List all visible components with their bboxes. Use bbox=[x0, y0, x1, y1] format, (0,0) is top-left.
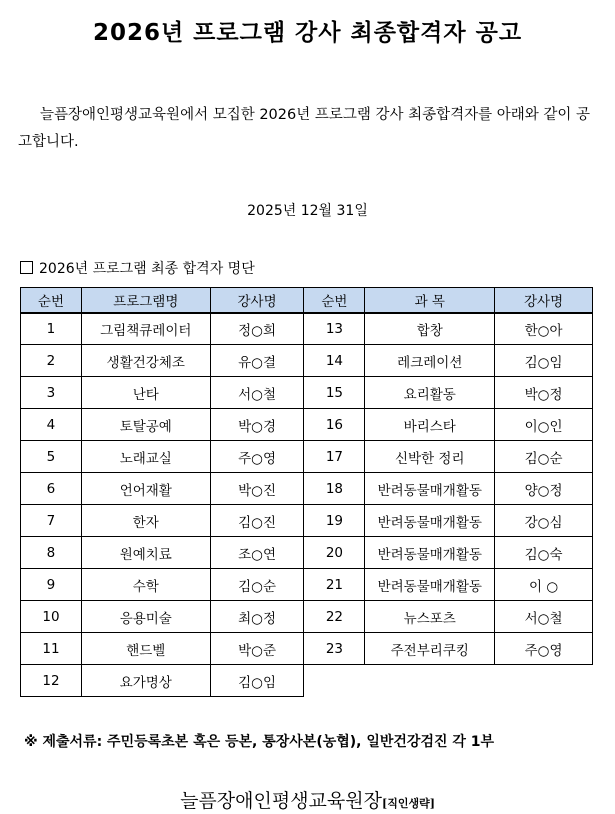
cell-instructor: 한○아 bbox=[495, 313, 593, 345]
cell-no: 18 bbox=[304, 473, 365, 505]
cell-no: 11 bbox=[21, 633, 82, 665]
cell-program: 합창 bbox=[365, 313, 495, 345]
page-title: 2026년 프로그램 강사 최종합격자 공고 bbox=[92, 20, 523, 46]
cell-no: 7 bbox=[21, 505, 82, 537]
cell-program: 반려동물매개활동 bbox=[365, 569, 495, 601]
table-row bbox=[21, 313, 593, 345]
table-row bbox=[21, 569, 593, 601]
cell-program: 바리스타 bbox=[365, 409, 495, 441]
table-row bbox=[21, 665, 593, 697]
table-row bbox=[21, 505, 593, 537]
cell-instructor: 박○준 bbox=[210, 633, 304, 665]
cell-instructor: 김○숙 bbox=[495, 537, 593, 569]
cell-instructor: 김○임 bbox=[210, 665, 304, 697]
cell-no: 14 bbox=[304, 345, 365, 377]
header-instructor-2: 강사명 bbox=[495, 288, 593, 313]
header-instructor-1: 강사명 bbox=[210, 288, 304, 313]
table-row bbox=[21, 409, 593, 441]
cell-program: 요리활동 bbox=[365, 377, 495, 409]
cell-program: 반려동물매개활동 bbox=[365, 505, 495, 537]
cell-no: 4 bbox=[21, 409, 82, 441]
table-row bbox=[21, 441, 593, 473]
cell-instructor: 유○결 bbox=[210, 345, 304, 377]
cell-no: 13 bbox=[304, 313, 365, 345]
header-program: 프로그램명 bbox=[81, 288, 210, 313]
cell-instructor: 김○순 bbox=[210, 569, 304, 601]
cell-program: 언어재활 bbox=[81, 473, 210, 505]
cell-program: 주전부리쿠킹 bbox=[365, 633, 495, 665]
cell-instructor: 서○철 bbox=[495, 601, 593, 633]
table-row bbox=[21, 377, 593, 409]
table-row bbox=[21, 473, 593, 505]
cell-program: 한자 bbox=[81, 505, 210, 537]
cell-program: 반려동물매개활동 bbox=[365, 537, 495, 569]
header-no-2: 순번 bbox=[304, 288, 365, 313]
cell-no: 19 bbox=[304, 505, 365, 537]
intro-text: 늘픔장애인평생교육원에서 모집한 2026년 프로그램 강사 최종합격자를 아래와 같이 공고합니다. bbox=[18, 107, 591, 150]
cell-program: 난타 bbox=[81, 377, 210, 409]
cell-no: 6 bbox=[21, 473, 82, 505]
seal-note: [직인생략] bbox=[381, 797, 435, 810]
signer-name: 늘픔장애인평생교육원장 bbox=[180, 790, 382, 812]
cell-instructor: 박○정 bbox=[495, 377, 593, 409]
cell-instructor: 김○진 bbox=[210, 505, 304, 537]
cell-no: 16 bbox=[304, 409, 365, 441]
cell-instructor: 김○임 bbox=[495, 345, 593, 377]
instructor-table bbox=[20, 287, 593, 697]
cell-no: 3 bbox=[21, 377, 82, 409]
list-title bbox=[20, 258, 255, 278]
cell-instructor: 이○인 bbox=[495, 409, 593, 441]
cell-no: 10 bbox=[21, 601, 82, 633]
cell-no: 15 bbox=[304, 377, 365, 409]
cell-program: 핸드벨 bbox=[81, 633, 210, 665]
table-row bbox=[21, 601, 593, 633]
cell-instructor: 주○영 bbox=[210, 441, 304, 473]
cell-instructor: 강○심 bbox=[495, 505, 593, 537]
cell-no: 17 bbox=[304, 441, 365, 473]
announcement-date: 2025년 12월 31일 bbox=[247, 203, 368, 219]
cell-program: 원예치료 bbox=[81, 537, 210, 569]
cell-no: 9 bbox=[21, 569, 82, 601]
cell-instructor: 주○영 bbox=[495, 633, 593, 665]
table-body bbox=[21, 313, 593, 697]
header-no-1: 순번 bbox=[21, 288, 82, 313]
cell-no: 21 bbox=[304, 569, 365, 601]
cell-no: 5 bbox=[21, 441, 82, 473]
table-row bbox=[21, 633, 593, 665]
cell-no: 8 bbox=[21, 537, 82, 569]
cell-program: 신박한 정리 bbox=[365, 441, 495, 473]
cell-program: 뉴스포츠 bbox=[365, 601, 495, 633]
cell-program: 그림책큐레이터 bbox=[81, 313, 210, 345]
cell-no: 2 bbox=[21, 345, 82, 377]
list-title-text: 2026년 프로그램 최종 합격자 명단 bbox=[39, 261, 255, 277]
cell-instructor: 최○정 bbox=[210, 601, 304, 633]
table-row bbox=[21, 345, 593, 377]
cell-program: 레크레이션 bbox=[365, 345, 495, 377]
cell-program: 반려동물매개활동 bbox=[365, 473, 495, 505]
cell-program: 토탈공예 bbox=[81, 409, 210, 441]
cell-program: 생활건강체조 bbox=[81, 345, 210, 377]
cell-no: 22 bbox=[304, 601, 365, 633]
cell-instructor: 박○진 bbox=[210, 473, 304, 505]
empty-cell bbox=[304, 665, 593, 697]
cell-instructor: 양○정 bbox=[495, 473, 593, 505]
cell-program: 요가명상 bbox=[81, 665, 210, 697]
cell-instructor: 조○연 bbox=[210, 537, 304, 569]
cell-instructor: 정○희 bbox=[210, 313, 304, 345]
cell-instructor: 박○경 bbox=[210, 409, 304, 441]
header-subject: 과 목 bbox=[365, 288, 495, 313]
cell-instructor: 서○철 bbox=[210, 377, 304, 409]
cell-no: 23 bbox=[304, 633, 365, 665]
cell-program: 응용미술 bbox=[81, 601, 210, 633]
documents-note: ※ 제출서류: 주민등록초본 혹은 등본, 통장사본(농협), 일반건강검진 각 1부 bbox=[24, 734, 495, 750]
cell-instructor: 김○순 bbox=[495, 441, 593, 473]
cell-no: 12 bbox=[21, 665, 82, 697]
checkbox-square-icon bbox=[20, 261, 33, 274]
table-row bbox=[21, 537, 593, 569]
cell-no: 20 bbox=[304, 537, 365, 569]
cell-program: 수학 bbox=[81, 569, 210, 601]
cell-program: 노래교실 bbox=[81, 441, 210, 473]
table-header-row bbox=[21, 288, 593, 313]
cell-instructor: 이 ○ bbox=[495, 569, 593, 601]
signer bbox=[0, 786, 615, 813]
cell-no: 1 bbox=[21, 313, 82, 345]
